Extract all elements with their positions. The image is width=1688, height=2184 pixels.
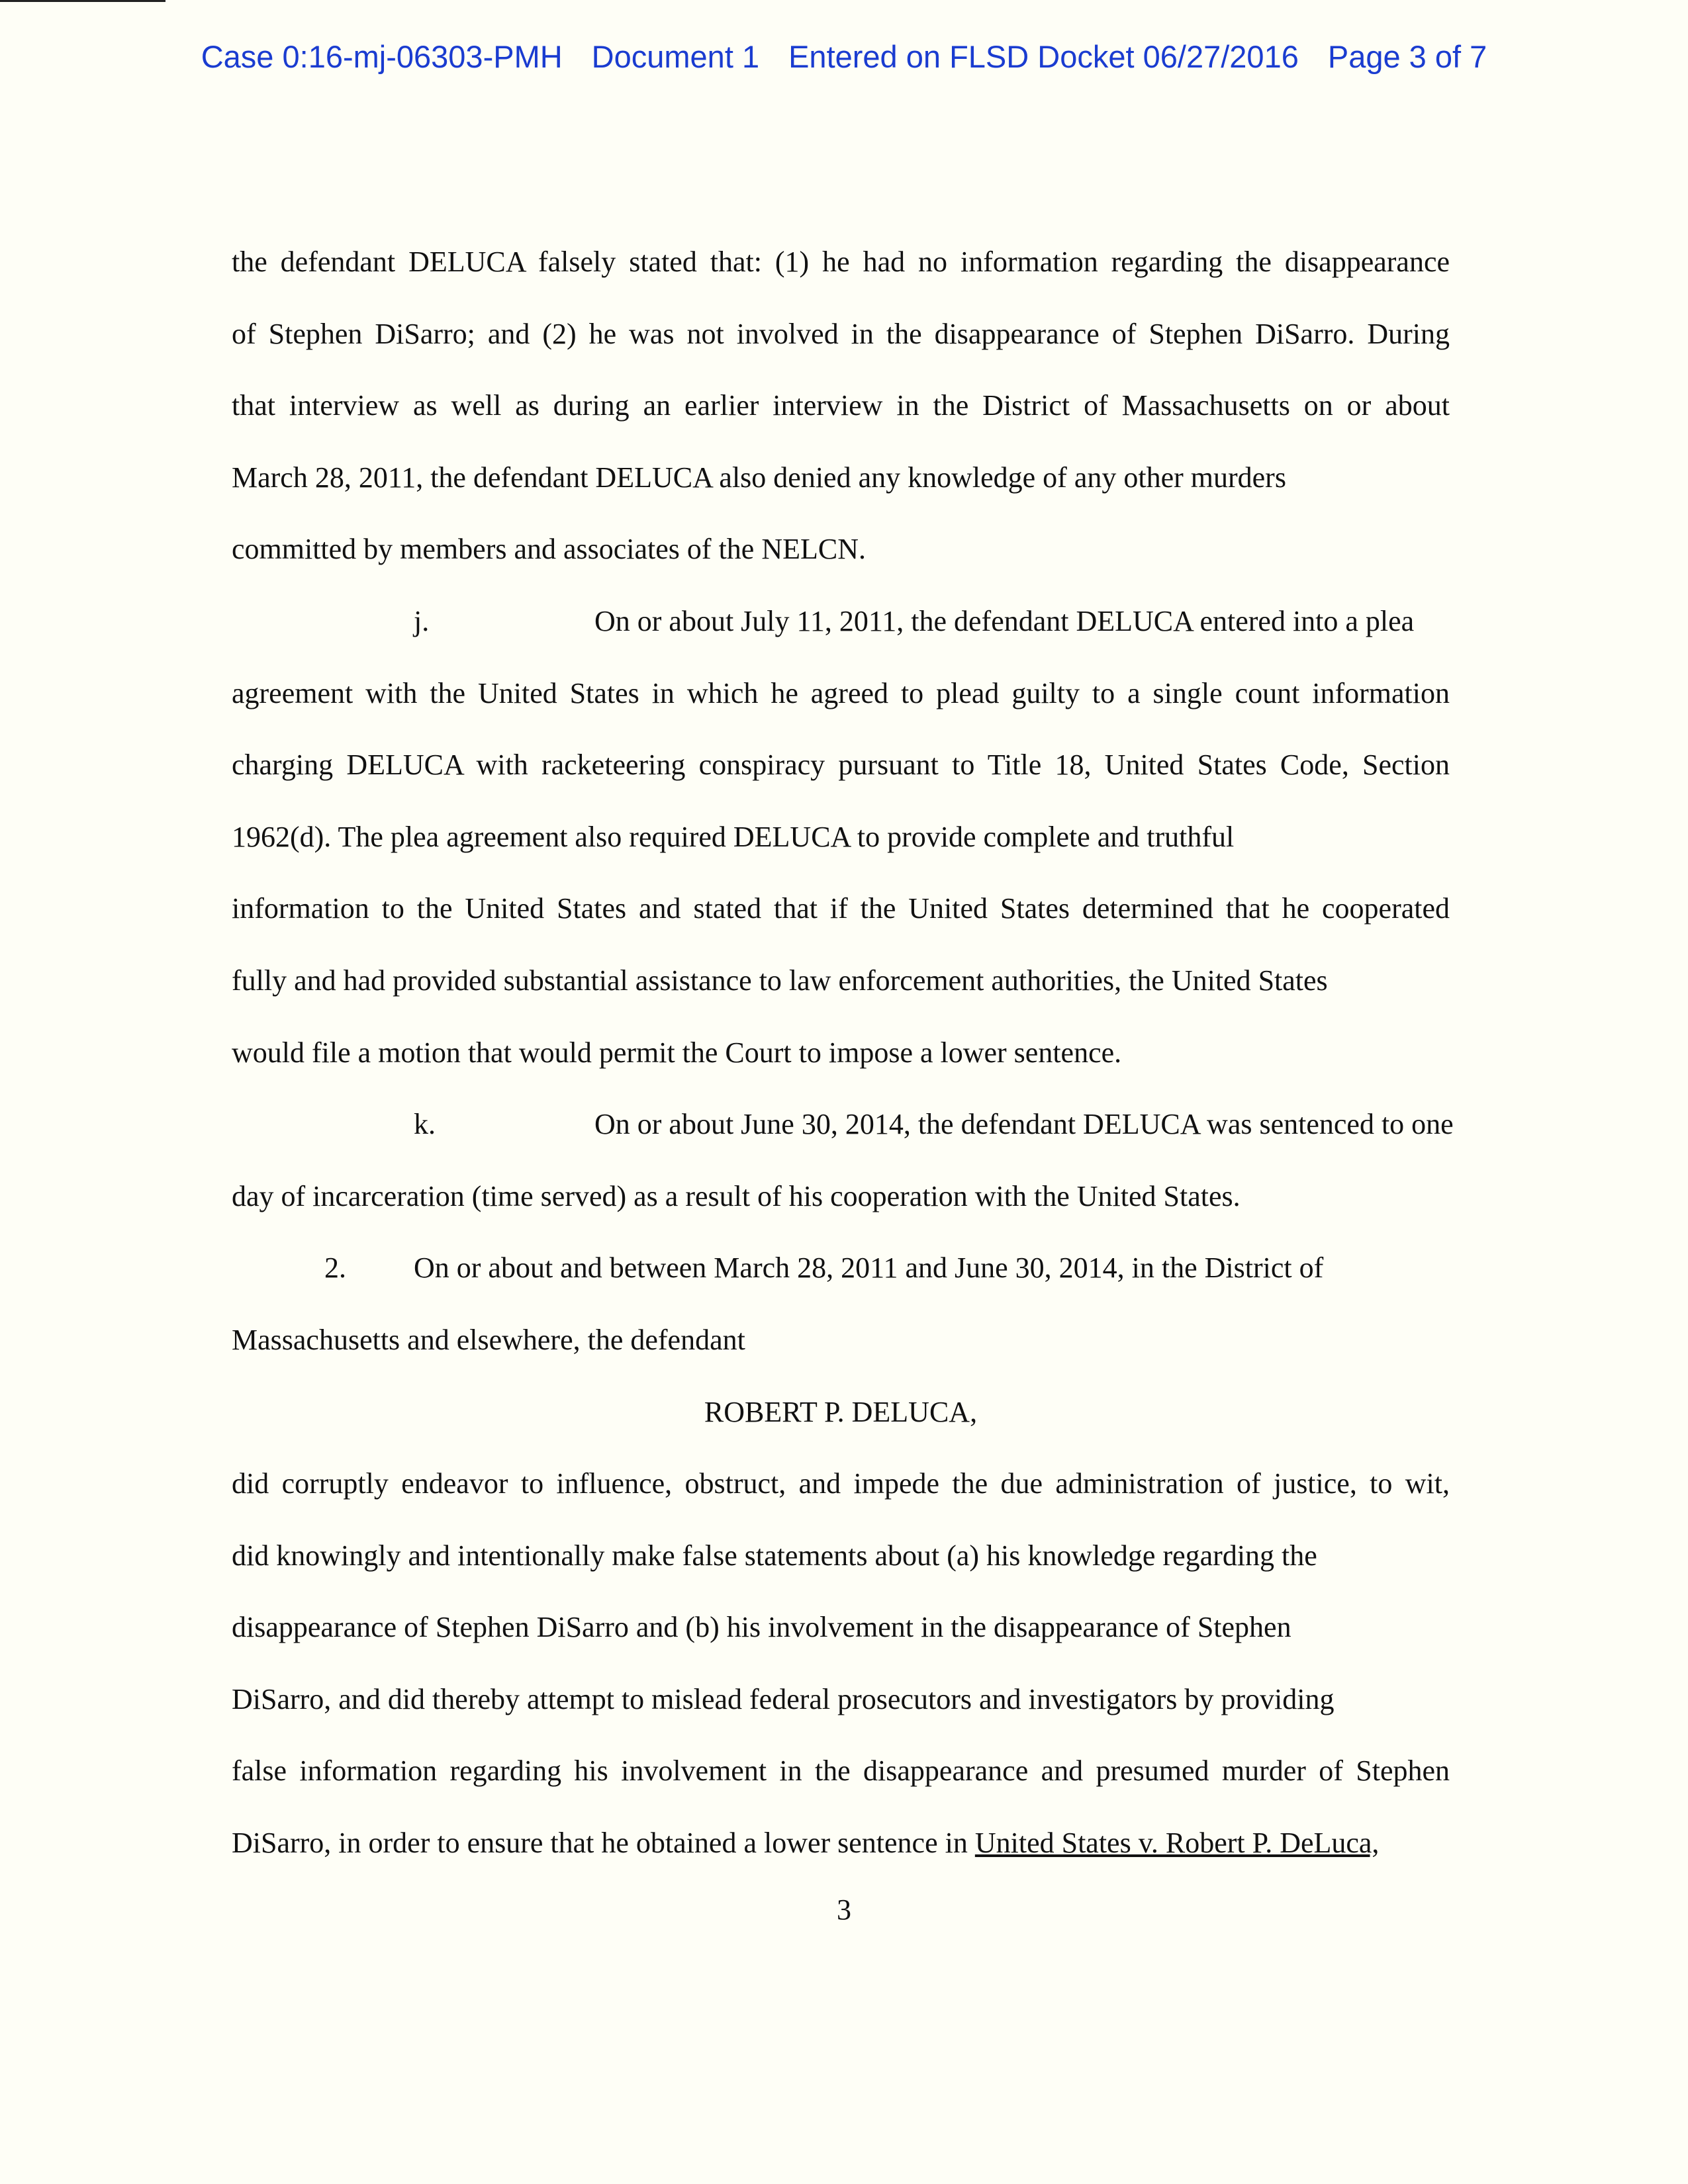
case-citation: United States v. Robert P. DeLuca, <box>974 1827 1380 1860</box>
body-line: of Stephen DiSarro; and (2) he was not involved in the disappearance of Stephen DiSarro. During <box>232 317 1450 350</box>
body-line: would file a motion that would permit the Court to impose a lower sentence. <box>232 1036 1122 1069</box>
body-line: false information regarding his involvement in the disappearance and presumed murder of Stephen <box>232 1754 1450 1788</box>
paragraph-k-text: On or about June 30, 2014, the defendant DELUCA was sentenced to one <box>594 1108 1454 1141</box>
body-line: the defendant DELUCA falsely stated that: (1) he had no information regarding the disappearance <box>232 246 1450 278</box>
document-body <box>232 240 1454 1893</box>
header-case-number: Case 0:16-mj-06303-PMH <box>201 39 563 74</box>
body-line: committed by members and associates of the NELCN. <box>232 533 866 566</box>
paragraph-2-first-line <box>232 1246 1450 1318</box>
last-line-prefix: DiSarro, in order to ensure that he obtained a lower sentence in <box>232 1827 975 1860</box>
body-line: 1962(d). The plea agreement also required DELUCA to provide complete and truthful <box>232 820 1235 853</box>
docket-header <box>0 38 1688 75</box>
paragraph-j-first-line <box>232 599 1450 671</box>
defendant-name: ROBERT P. DELUCA, <box>704 1395 978 1428</box>
body-line: agreement with the United States in which he agreed to plead guilty to a single count information <box>232 676 1450 709</box>
paragraph-j-label: j. <box>414 604 430 637</box>
body-line: day of incarceration (time served) as a result of his cooperation with the United States. <box>232 1179 1241 1212</box>
paragraph-k-first-line <box>232 1102 1454 1174</box>
header-entered: Entered on FLSD Docket 06/27/2016 <box>788 39 1299 74</box>
body-line-last <box>232 1821 1450 1893</box>
body-line: March 28, 2011, the defendant DELUCA also denied any knowledge of any other murders <box>232 461 1286 494</box>
header-page: Page 3 of 7 <box>1327 39 1487 74</box>
body-line: DiSarro, and did thereby attempt to mislead federal prosecutors and investigators by providing <box>232 1682 1335 1715</box>
body-line: did knowingly and intentionally make false statements about (a) his knowledge regarding the <box>232 1539 1317 1572</box>
body-line: Massachusetts and elsewhere, the defendant <box>232 1323 745 1356</box>
page-number: 3 <box>837 1893 851 1926</box>
paragraph-k-label: k. <box>414 1108 436 1141</box>
body-line: disappearance of Stephen DiSarro and (b) his involvement in the disappearance of Stephen <box>232 1611 1291 1644</box>
body-line: charging DELUCA with racketeering conspiracy pursuant to Title 18, United States Code, Section <box>232 749 1450 782</box>
body-line: that interview as well as during an earlier interview in the District of Massachusetts on or about <box>232 389 1450 422</box>
paragraph-2-text: On or about and between March 28, 2011 and June 30, 2014, in the District of <box>414 1251 1324 1285</box>
body-line: fully and had provided substantial assistance to law enforcement authorities, the United States <box>232 964 1328 997</box>
body-line: did corruptly endeavor to influence, obstruct, and impede the due administration of justice, to wit, <box>232 1467 1450 1500</box>
body-line: information to the United States and stated that if the United States determined that he cooperated <box>232 892 1450 925</box>
paragraph-j-text: On or about July 11, 2011, the defendant DELUCA entered into a plea <box>594 604 1415 637</box>
paragraph-2-label: 2. <box>324 1251 346 1285</box>
scan-artifact <box>0 0 165 2</box>
header-document: Document 1 <box>591 39 760 74</box>
